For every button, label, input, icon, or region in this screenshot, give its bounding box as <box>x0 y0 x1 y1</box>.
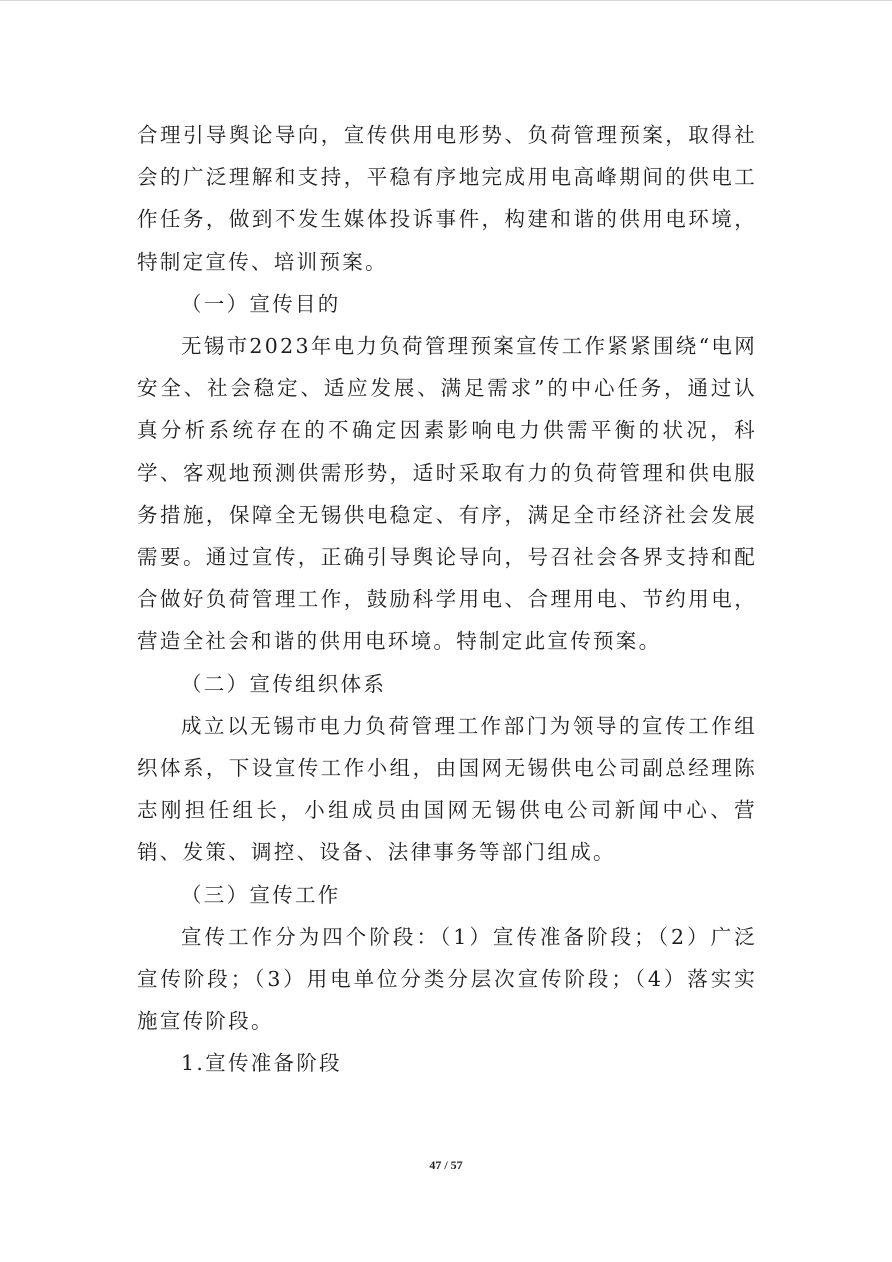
paragraph-continuation: 合理引导舆论导向，宣传供用电形势、负荷管理预案，取得社会的广泛理解和支持，平稳有序地完成用电高峰期间的供电工作任务，做到不发生媒体投诉事件，构建和谐的供用电环境，特制定宣传、培训预案。 <box>137 123 757 274</box>
page-number: 47 / 57 <box>429 1158 463 1172</box>
section-heading-purpose: （一）宣传目的 <box>181 291 341 316</box>
paragraph-purpose: 无锡市2023年电力负荷管理预案宣传工作紧紧围绕“电网安全、社会稳定、适应发展、满足需求”的中心任务，通过认真分析系统存在的不确定因素影响电力供需平衡的状况，科学、客观地预测供需形势，适时采取有力的负荷管理和供电服务措施，保障全无锡供电稳定、有序，满足全市经济社会发展需要。通过宣传，正确引导舆论导向，号召社会各界支持和配合做好负荷管理工作，鼓励科学用电、合理用电、节约用电，营造全社会和谐的供用电环境。特制定此宣传预案。 <box>137 334 757 654</box>
paragraph-organization: 成立以无锡市电力负荷管理工作部门为领导的宣传工作组织体系，下设宣传工作小组，由国网无锡供电公司副总经理陈志刚担任组长，小组成员由国网无锡供电公司新闻中心、营销、发策、调控、设备、法律事务等部门组成。 <box>137 713 757 865</box>
section-heading-organization: （二）宣传组织体系 <box>181 671 387 696</box>
document-body <box>137 114 757 1085</box>
subsection-heading-preparation: 1.宣传准备阶段 <box>181 1051 342 1076</box>
section-heading-work: （三）宣传工作 <box>181 882 341 907</box>
paragraph-work: 宣传工作分为四个阶段：（1）宣传准备阶段；（2）广泛宣传阶段；（3）用电单位分类分层次宣传阶段；（4）落实实施宣传阶段。 <box>137 924 757 1034</box>
